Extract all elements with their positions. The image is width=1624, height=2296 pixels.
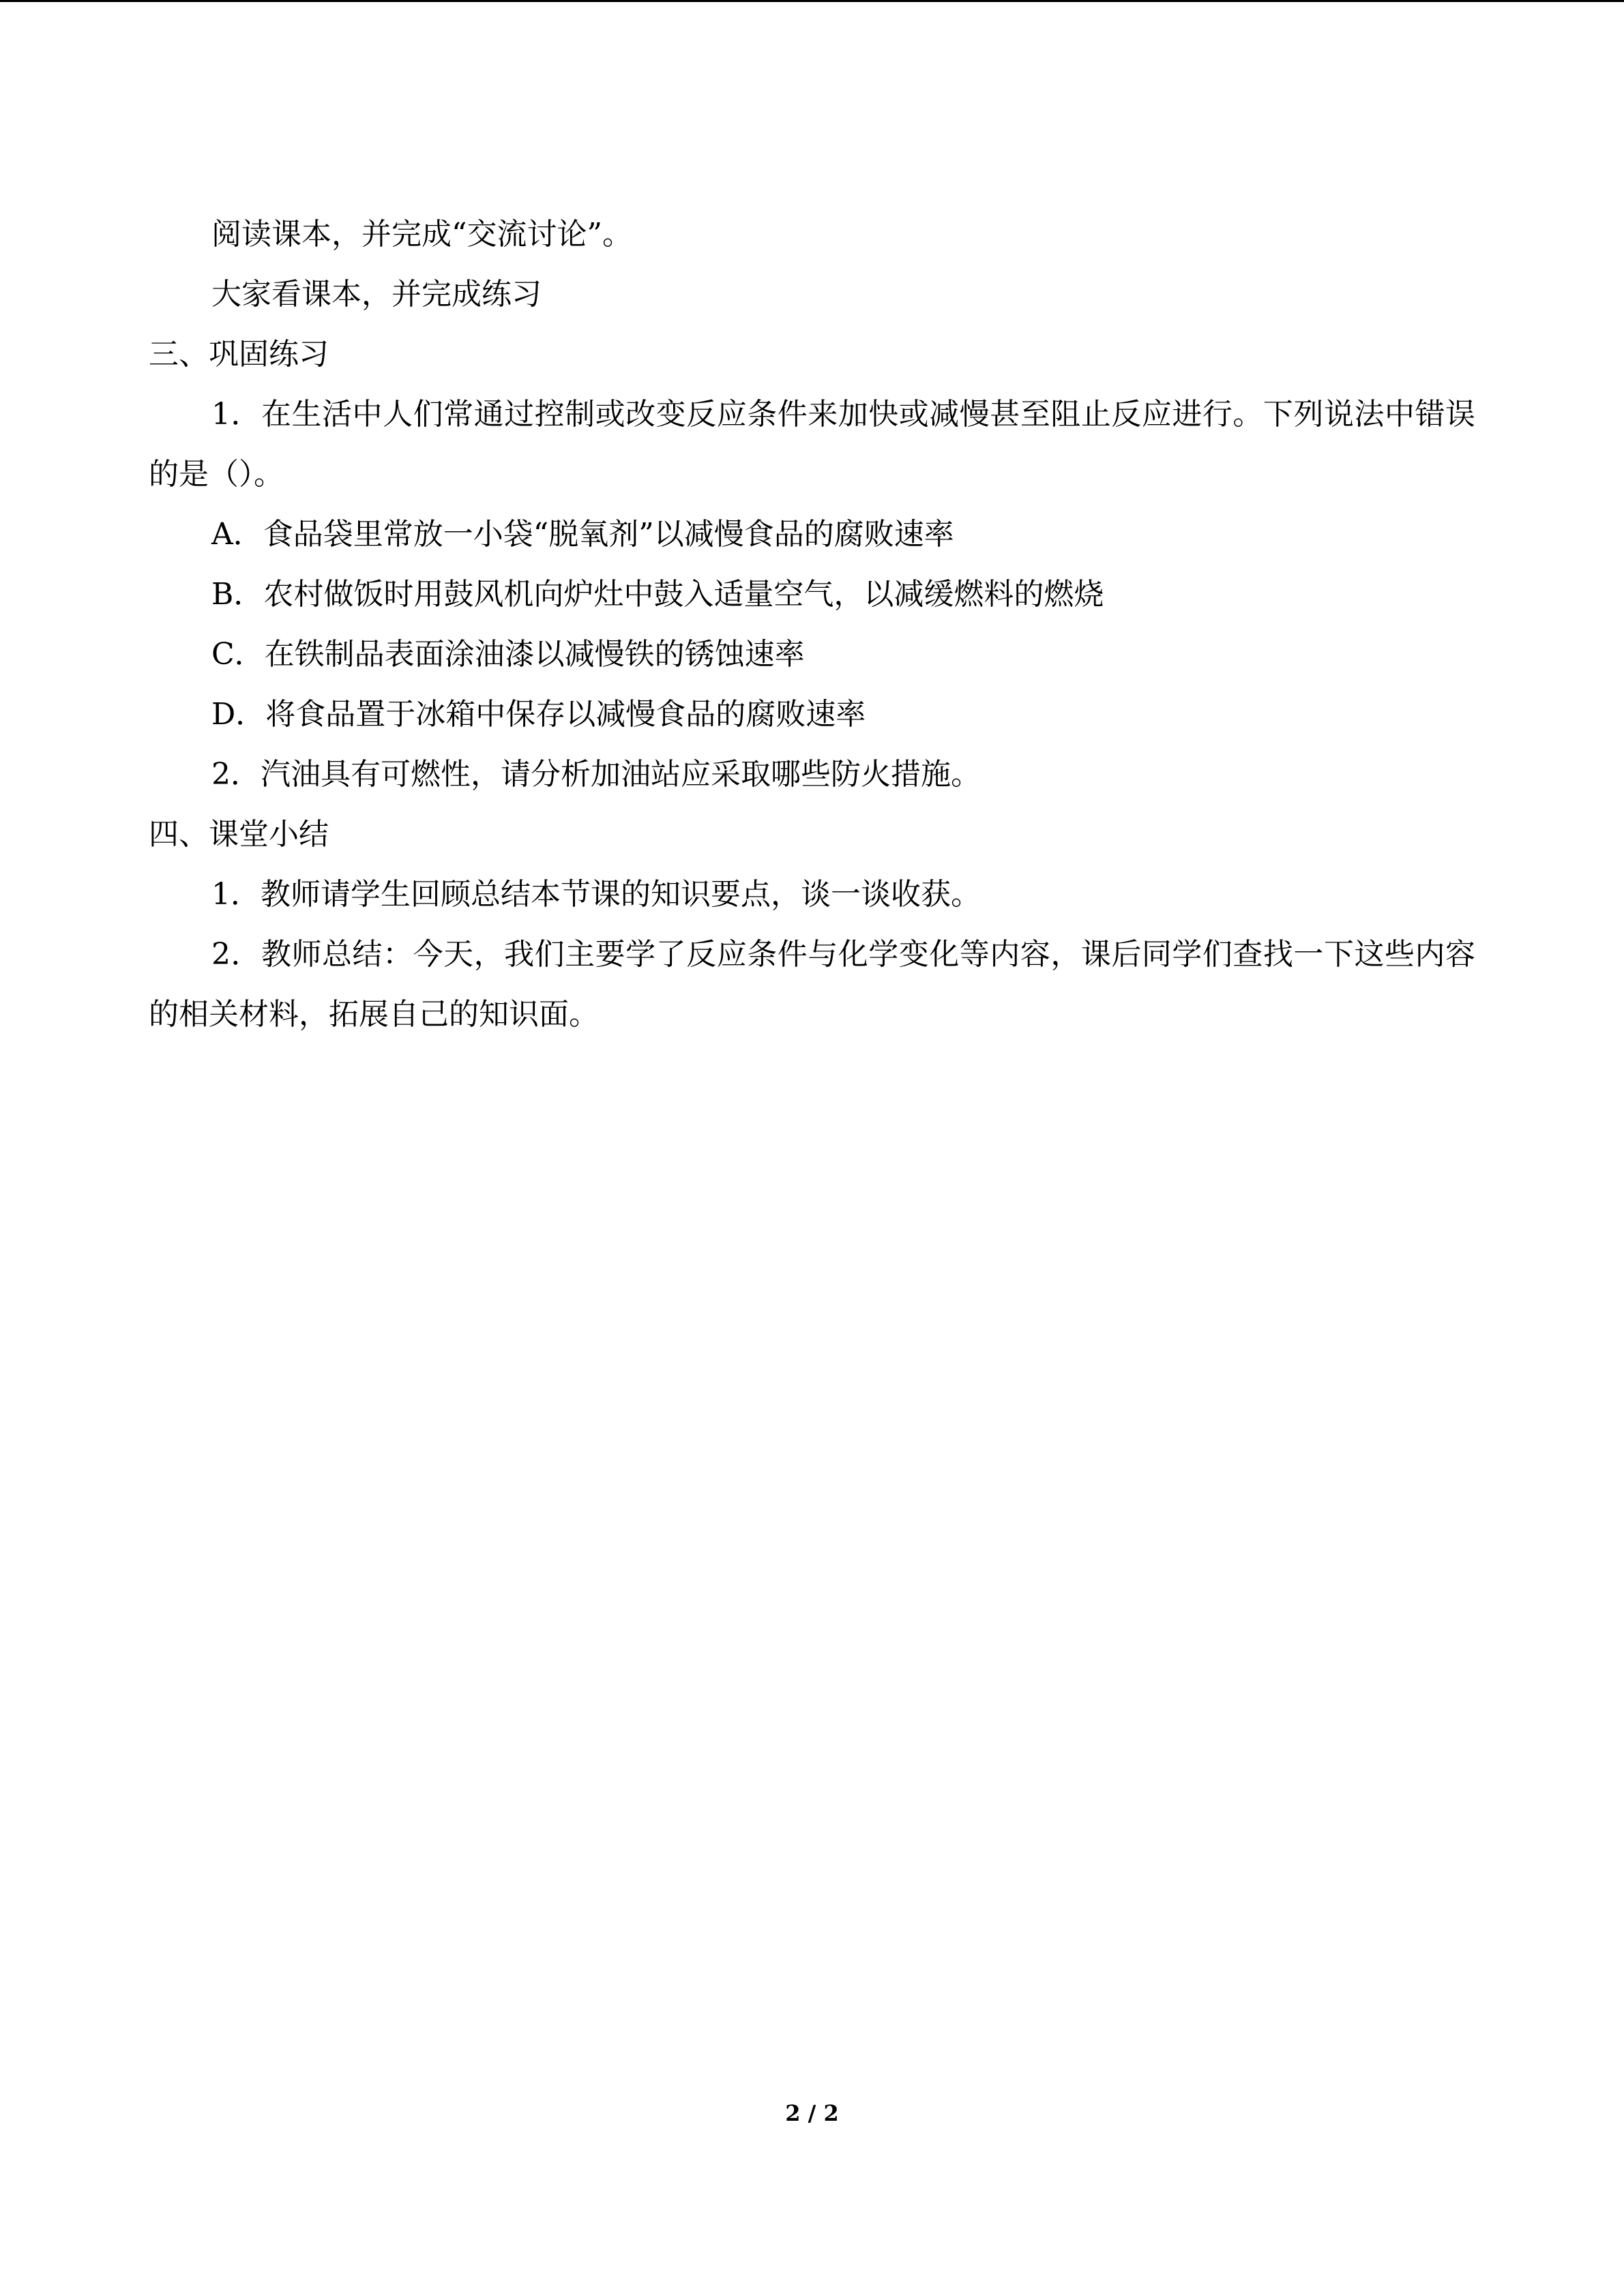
document-body (149, 205, 1475, 1045)
summary-item-2: 2．教师总结：今天，我们主要学了反应条件与化学变化等内容，课后同学们查找一下这些内容的相关材料，拓展自己的知识面。 (149, 937, 1475, 1032)
summary-item-1: 1．教师请学生回顾总结本节课的知识要点，谈一谈收获。 (211, 877, 981, 912)
read-textbook-line: 阅读课本，并完成“交流讨论”。 (211, 217, 632, 252)
look-textbook-line: 大家看课本，并完成练习 (211, 277, 542, 312)
section-heading-practice: 三、巩固练习 (149, 337, 329, 372)
question-1-stem: 1．在生活中人们常通过控制或改变反应条件来加快或减慢甚至阻止反应进行。下列说法中错误的是（）。 (149, 397, 1475, 492)
section-heading-summary: 四、课堂小结 (149, 817, 329, 852)
question-1-option-b: B．农村做饭时用鼓风机向炉灶中鼓入适量空气，以减缓燃料的燃烧 (211, 577, 1104, 612)
top-border-line (0, 0, 1624, 2)
question-2: 2．汽油具有可燃性，请分析加油站应采取哪些防火措施。 (211, 757, 981, 792)
question-1-option-a: A．食品袋里常放一小袋“脱氧剂”以减慢食品的腐败速率 (211, 517, 954, 552)
question-1-option-d: D．将食品置于冰箱中保存以减慢食品的腐败速率 (211, 697, 866, 732)
question-1-option-c: C．在铁制品表面涂油漆以减慢铁的锈蚀速率 (211, 637, 805, 672)
page-number: 2 / 2 (785, 2100, 839, 2126)
